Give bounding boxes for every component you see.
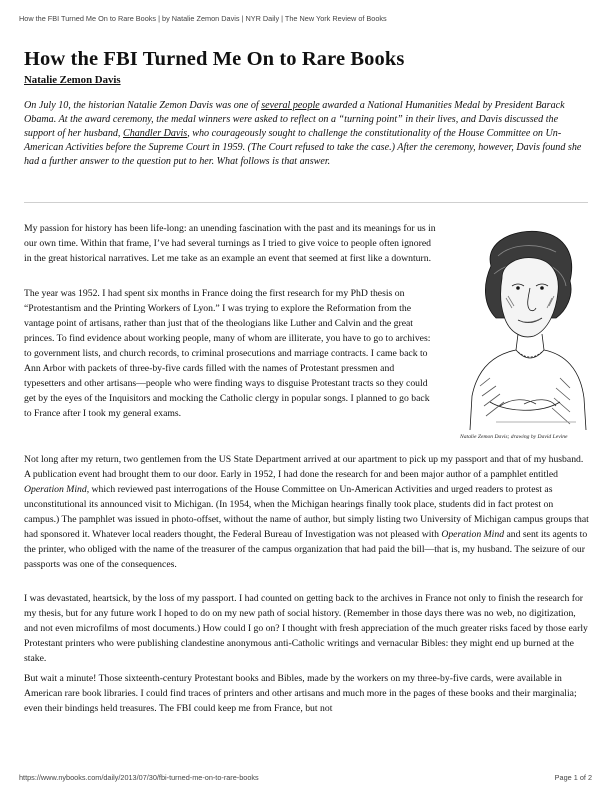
divider: [24, 202, 588, 203]
paragraph-1: My passion for history has been life-long: an unending fascination with the past and its meanings for us in our own time. Within that frame, I’ve had several turnings as I tried to give voice to people often ignored in the great historical narratives. Let me take as an example an event that seemed at first like a downturn.: [24, 223, 436, 265]
browser-print-header: How the FBI Turned Me On to Rare Books | by Natalie Zemon Davis | NYR Daily | The New York Review of Books: [19, 14, 387, 23]
page-url: https://www.nybooks.com/daily/2013/07/30/fbi-turned-me-on-to-rare-books: [19, 773, 259, 782]
paragraph-5: But wait a minute! Those sixteenth-century Protestant books and Bibles, made by the workers on my three-by-five cards, were available in American rare book libraries. I could find traces of printers and other artisans and much more in the pages of these books and their marginalia; even their bindings held treasures. The FBI could keep me from France, but not: [24, 673, 577, 715]
pamphlet-title: Operation Mind: [24, 484, 87, 496]
paragraph-text: and sent its agents to the printer, who obliged with the name of the treasurer of the campus organization that had paid the bill—that is, my husband. The seizure of our passports was one of the consequences.: [24, 529, 588, 571]
author-portrait-illustration: [456, 226, 590, 430]
paragraph-text: Not long after my return, two gentlemen from the US State Department arrived at our apartment to pick up my passport and that of my husband. A publication event had brought them to our door. Early in 1952, I had done the research for and been major author of a pamphlet entitled: [24, 454, 584, 481]
paragraph-text: , which reviewed past interrogations of the House Committee on Un-American Activities and urged readers to protest as unconstitutional its announced visit to Michigan. (In 1954, when the Michigan hearings finally took place, students did in fact protest on campus.) The pamphlet was issued in photo-offset, without the name of author, but simply listing two University of Michigan campus groups that had sponsored it. Whatever local readers thought, the Federal Bureau of Investigation was not pleased with: [24, 484, 589, 541]
paragraph-4: I was devastated, heartsick, by the loss of my passport. I had counted on getting back to the archives in France not only to finish the research for my thesis, but for any future work I hoped to do on my new path of social history. (Remember in those days there was no web, no digitization, and not even microfilms of most documents.) How could I go on? I thought with fresh appreciation of the much greater risks faced by those early Protestant printers who were publishing clandestine anonymous anti-Catholic writings and vernacular Bibles: they might end up burned at the stake.: [24, 593, 588, 665]
article-title: How the FBI Turned Me On to Rare Books: [24, 48, 405, 70]
page-number: Page 1 of 2: [554, 773, 592, 782]
intro-text: On July 10, the historian Natalie Zemon Davis was one of: [24, 100, 262, 111]
author-link[interactable]: Natalie Zemon Davis: [24, 74, 121, 86]
paragraph-2: The year was 1952. I had spent six months in France doing the first research for my PhD thesis on “Protestantism and the Printing Workers of Lyon.” I was trying to explore the Reformation from the vantage point of artisans, rather than just that of the theologians like Luther and Calvin and the great princes. To find evidence about working people, many of whom are illiterate, you have to go to archives: to government lists, and church records, to criminal prosecutions and marriage contracts. I came back to Ann Arbor with packets of three-by-five cards filled with the names of Protestant pressmen and typesetters and other artisans—people who were finding ways to disguise Protestant tracts so they could get by the eyes of the Inquisitors and mocking the Catholic clergy in popular songs. I planned to go back to France after I took my general exams.: [24, 288, 431, 420]
intro-text: awarded a National Humanities Medal by President Barack Obama. At the award ceremony, the medal winners were asked to reflect on a “turning point” in their lives, and Davis discussed the support of her husband,: [24, 100, 565, 139]
chandler-davis-link[interactable]: Chandler Davis: [122, 127, 188, 139]
portrait-caption: Natalie Zemon Davis; drawing by David Levine: [460, 434, 568, 440]
paragraph-3: [24, 452, 590, 572]
article-intro: [24, 99, 590, 169]
pamphlet-title: Operation Mind: [441, 529, 505, 541]
intro-text: , who courageously sought to challenge the constitutionality of the House Committee on Un-American Activities before the Supreme Court in 1959. (The Court refused to take the case.) After the ceremony, however, Davis found she had a further answer to the question put to her. What follows is that answer.: [24, 127, 582, 167]
several-people-link[interactable]: several people: [261, 100, 320, 111]
